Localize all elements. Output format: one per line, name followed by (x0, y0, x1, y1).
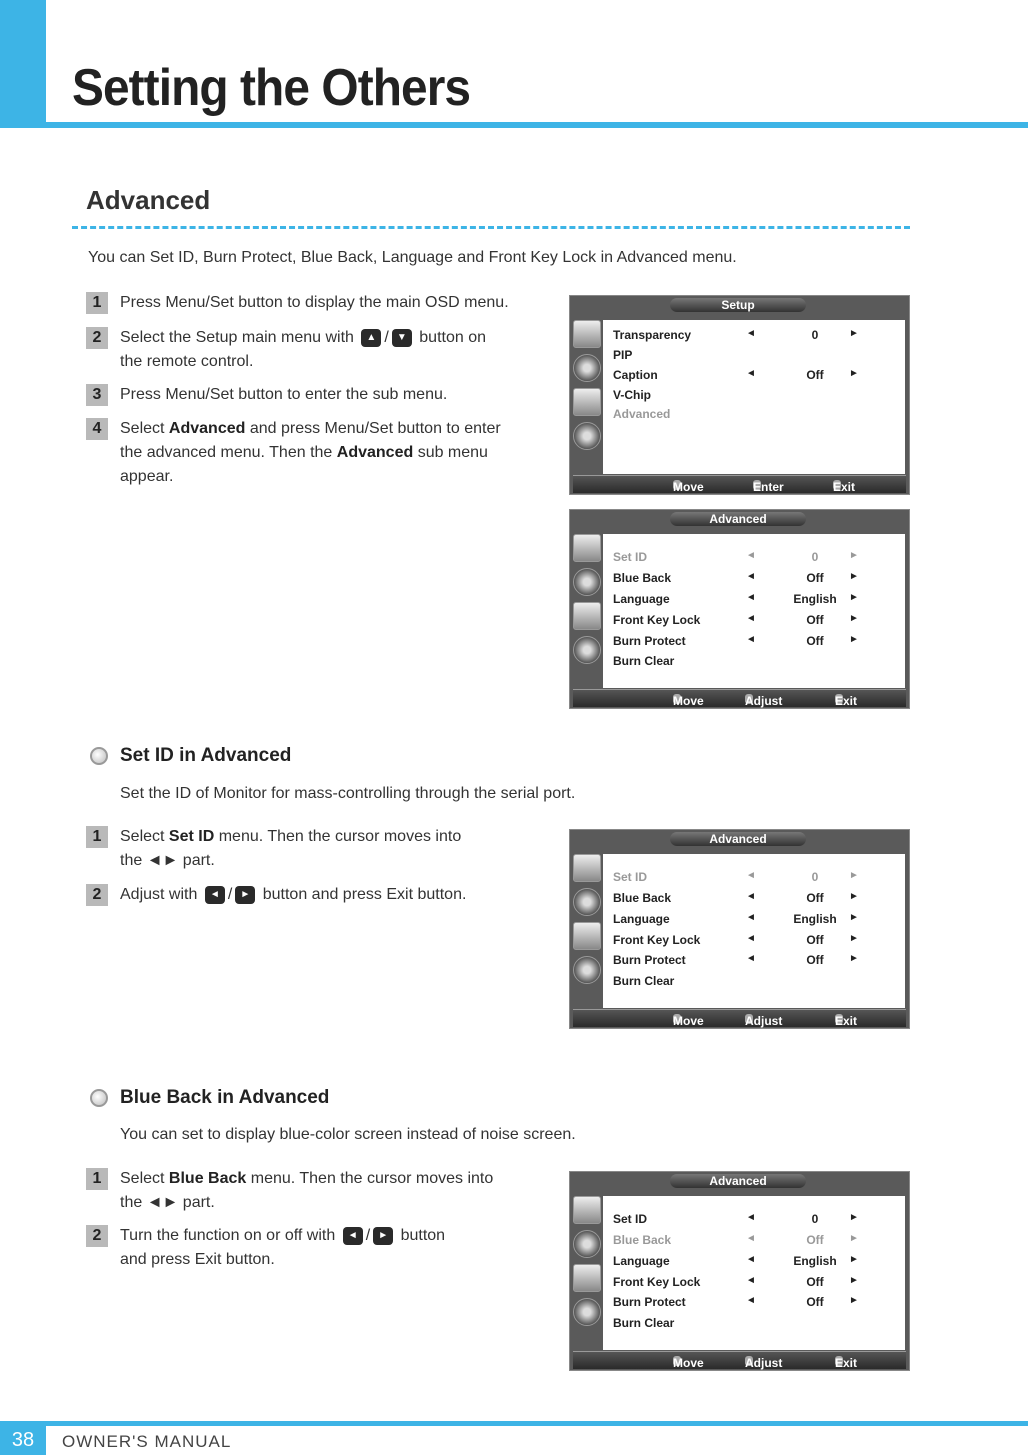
step-4 (86, 418, 501, 489)
right-arrow-icon: ► (849, 1254, 859, 1265)
blue-back-step-2 (86, 1225, 445, 1272)
row-value: Off (806, 571, 824, 585)
row-value: Off (806, 1233, 824, 1247)
osd-footer (573, 475, 906, 493)
osd-row (613, 550, 903, 570)
osd-row (613, 613, 903, 633)
footer-exit: Exit (835, 1014, 858, 1028)
right-arrow-icon: ► (849, 933, 859, 944)
osd-row (613, 933, 903, 953)
sound-menu-icon (573, 888, 601, 916)
step-text-part: Select (120, 1170, 165, 1187)
osd-row (613, 891, 903, 911)
setup-tools-icon (573, 922, 601, 950)
down-arrow-button-icon: ▼ (392, 329, 412, 347)
row-label: Blue Back (613, 1233, 672, 1247)
step-text-part: appear. (120, 468, 174, 485)
osd-row (613, 1212, 903, 1232)
step-text-part: Select (120, 420, 165, 437)
osd-row (613, 328, 903, 348)
setup-tools-icon (573, 602, 601, 630)
row-label: PIP (613, 348, 633, 362)
footer-enter: Enter (753, 480, 784, 494)
row-label: Burn Protect (613, 634, 686, 648)
sound-menu-icon (573, 354, 601, 382)
footer-adjust: Adjust (745, 694, 783, 708)
header-accent-block (0, 0, 46, 128)
right-arrow-icon: ► (849, 870, 859, 881)
step-number: 1 (86, 826, 108, 848)
right-arrow-icon: ► (849, 1212, 859, 1223)
right-arrow-icon: ► (849, 550, 859, 561)
row-label: Set ID (613, 550, 648, 564)
sound-menu-icon (573, 568, 601, 596)
right-arrow-icon: ► (849, 1295, 859, 1306)
row-value: 0 (811, 1212, 819, 1226)
row-label: Burn Protect (613, 953, 686, 967)
footer-move: Move (673, 1014, 704, 1028)
picture-menu-icon (573, 1196, 601, 1224)
left-arrow-icon: ◄ (746, 592, 756, 603)
left-arrow-icon: ◄ (746, 1233, 756, 1244)
blue-back-heading (90, 1087, 329, 1109)
step-text-part: Adjust with (120, 886, 198, 903)
right-arrow-icon: ► (849, 571, 859, 582)
row-label: Front Key Lock (613, 1275, 701, 1289)
time-clock-icon (573, 422, 601, 450)
right-arrow-icon: ► (849, 1233, 859, 1244)
row-value: English (793, 912, 837, 926)
osd-footer (573, 1351, 906, 1369)
slash: / (227, 886, 233, 903)
row-value: Off (806, 368, 824, 382)
step-text-part: button and press Exit button. (262, 886, 467, 903)
osd-icon-column (573, 1196, 603, 1350)
right-arrow-icon: ► (849, 592, 859, 603)
step-text-part: sub menu (417, 444, 488, 461)
row-value: English (793, 592, 837, 606)
setup-tools-icon (573, 1264, 601, 1292)
left-arrow-icon: ◄ (746, 634, 756, 645)
left-arrow-icon: ◄ (746, 613, 756, 624)
left-arrow-icon: ◄ (746, 550, 756, 561)
vol-minus-button-icon: ◄ (343, 1227, 363, 1245)
osd-footer (573, 1009, 906, 1027)
time-clock-icon (573, 1298, 601, 1326)
row-label: V-Chip (613, 388, 651, 402)
step-text (120, 883, 466, 907)
row-label: Burn Clear (613, 654, 675, 668)
set-id-desc: Set the ID of Monitor for mass-controlling through the serial port. (120, 785, 576, 802)
step-number: 3 (86, 384, 108, 406)
vol-plus-button-icon: ► (373, 1227, 393, 1245)
osd-tab-title: Advanced (670, 512, 806, 526)
row-label: Language (613, 912, 670, 926)
osd-row (613, 1316, 903, 1336)
row-label: Front Key Lock (613, 613, 701, 627)
page-title: Setting the Others (72, 59, 471, 117)
osd-icon-column (573, 534, 603, 688)
row-value: Off (806, 634, 824, 648)
right-arrow-icon: ► (849, 328, 859, 339)
up-arrow-button-icon: ▲ (361, 329, 381, 347)
row-value: Off (806, 613, 824, 627)
sound-menu-icon (573, 1230, 601, 1258)
vol-plus-button-icon: ► (235, 886, 255, 904)
right-arrow-icon: ► (849, 912, 859, 923)
osd-icon-column (573, 320, 603, 474)
bullet-icon (90, 747, 108, 765)
footer-exit: Exit (835, 1356, 858, 1370)
osd-tab-title: Setup (670, 298, 806, 312)
sub-title: Set ID in Advanced (120, 745, 292, 766)
time-clock-icon (573, 636, 601, 664)
step-text (120, 1224, 445, 1272)
row-value: Off (806, 1275, 824, 1289)
step-text-part: menu. Then the cursor moves into (218, 828, 462, 845)
blue-back-step-1 (86, 1168, 493, 1215)
osd-icon-column (573, 854, 603, 1008)
step-text-part: Turn the function on or off with (120, 1227, 336, 1244)
row-value: Off (806, 1295, 824, 1309)
step-text-part: and press Exit button. (120, 1251, 275, 1268)
left-arrow-icon: ◄ (746, 368, 756, 379)
row-label: Set ID (613, 870, 648, 884)
vol-minus-button-icon: ◄ (205, 886, 225, 904)
step-number: 1 (86, 292, 108, 314)
step-text-part: and press Menu/Set button to enter (249, 420, 501, 437)
step-text-bold: Advanced (168, 420, 246, 437)
osd-menu-panel (603, 1196, 905, 1350)
footer-exit: Exit (833, 480, 856, 494)
section-intro: You can Set ID, Burn Protect, Blue Back, Language and Front Key Lock in Advanced menu. (88, 249, 737, 266)
right-arrow-icon: ► (849, 613, 859, 624)
footer-label: OWNER'S MANUAL (62, 1432, 232, 1451)
header-rule (46, 122, 1028, 128)
step-text-part: the ◄► part. (120, 852, 215, 869)
step-text: Press Menu/Set button to display the main OSD menu. (120, 294, 509, 311)
osd-tab-title: Advanced (670, 832, 806, 846)
row-label: Blue Back (613, 891, 672, 905)
left-arrow-icon: ◄ (746, 1295, 756, 1306)
left-arrow-icon: ◄ (746, 870, 756, 881)
right-arrow-icon: ► (849, 891, 859, 902)
row-value: Off (806, 933, 824, 947)
osd-row (613, 388, 903, 408)
osd-row (613, 634, 903, 654)
osd-row (613, 571, 903, 591)
osd-row (613, 368, 903, 388)
picture-menu-icon (573, 320, 601, 348)
step-number: 2 (86, 1225, 108, 1247)
section-title: Advanced (86, 185, 211, 215)
right-arrow-icon: ► (849, 953, 859, 964)
left-arrow-icon: ◄ (746, 953, 756, 964)
osd-menu-panel (603, 854, 905, 1008)
right-arrow-icon: ► (849, 1275, 859, 1286)
right-arrow-icon: ► (849, 634, 859, 645)
footer-exit: Exit (835, 694, 858, 708)
row-value: Off (806, 891, 824, 905)
left-arrow-icon: ◄ (746, 1212, 756, 1223)
osd-menu-panel (603, 534, 905, 688)
step-number: 2 (86, 884, 108, 906)
step-number: 2 (86, 327, 108, 349)
osd-menu-panel (603, 320, 905, 474)
left-arrow-icon: ◄ (746, 1254, 756, 1265)
left-arrow-icon: ◄ (746, 328, 756, 339)
time-clock-icon (573, 956, 601, 984)
step-text-bold: Set ID (168, 828, 215, 845)
step-text-part: menu. Then the cursor moves into (250, 1170, 494, 1187)
setup-tools-icon (573, 388, 601, 416)
right-arrow-icon: ► (849, 368, 859, 379)
row-label: Language (613, 592, 670, 606)
step-text-part: Select (120, 828, 165, 845)
osd-row (613, 1254, 903, 1274)
step-text (120, 825, 461, 873)
row-label: Advanced (613, 407, 671, 421)
osd-setup-menu (569, 295, 910, 495)
step-2 (86, 327, 486, 374)
set-id-step-2 (86, 884, 466, 907)
footer-rule (0, 1421, 1028, 1426)
osd-footer (573, 689, 906, 707)
set-id-step-1 (86, 826, 461, 873)
step-text (120, 1167, 493, 1215)
row-value: English (793, 1254, 837, 1268)
step-text-bold: Blue Back (168, 1170, 247, 1187)
left-arrow-icon: ◄ (746, 912, 756, 923)
osd-row (613, 654, 903, 674)
step-text-part: button (400, 1227, 446, 1244)
footer-move: Move (673, 694, 704, 708)
page-number: 38 (0, 1426, 46, 1455)
row-label: Language (613, 1254, 670, 1268)
row-label: Transparency (613, 328, 692, 342)
step-text: Press Menu/Set button to enter the sub menu. (120, 386, 448, 403)
osd-row (613, 974, 903, 994)
row-label: Set ID (613, 1212, 648, 1226)
row-value: 0 (811, 328, 819, 342)
osd-advanced-blueback (569, 1171, 910, 1371)
sub-title: Blue Back in Advanced (120, 1087, 330, 1108)
step-text-part: the ◄► part. (120, 1194, 215, 1211)
osd-row (613, 348, 903, 368)
osd-row (613, 912, 903, 932)
step-text-part: button on (419, 329, 486, 346)
footer-adjust: Adjust (745, 1356, 783, 1370)
osd-advanced-menu (569, 509, 910, 709)
step-text (120, 326, 486, 374)
footer-move: Move (673, 1356, 704, 1370)
step-1 (86, 292, 509, 315)
set-id-heading (90, 745, 291, 767)
osd-row-selected (613, 870, 903, 890)
osd-row-selected (613, 407, 903, 427)
slash: / (384, 329, 389, 346)
step-text-part: the advanced menu. Then the (120, 444, 333, 461)
osd-row (613, 953, 903, 973)
row-value: Off (806, 953, 824, 967)
left-arrow-icon: ◄ (746, 1275, 756, 1286)
osd-row (613, 1275, 903, 1295)
slash: / (365, 1227, 371, 1244)
picture-menu-icon (573, 854, 601, 882)
row-value: 0 (811, 550, 819, 564)
row-label: Front Key Lock (613, 933, 701, 947)
blue-back-desc: You can set to display blue-color screen instead of noise screen. (120, 1126, 576, 1143)
step-number: 4 (86, 418, 108, 440)
row-label: Burn Protect (613, 1295, 686, 1309)
step-text-part: the remote control. (120, 353, 254, 370)
step-number: 1 (86, 1168, 108, 1190)
osd-advanced-setid (569, 829, 910, 1029)
bullet-icon (90, 1089, 108, 1107)
osd-tab-title: Advanced (670, 1174, 806, 1188)
picture-menu-icon (573, 534, 601, 562)
left-arrow-icon: ◄ (746, 933, 756, 944)
left-arrow-icon: ◄ (746, 571, 756, 582)
footer-move: Move (673, 480, 704, 494)
row-label: Burn Clear (613, 974, 675, 988)
section-divider (72, 226, 910, 229)
osd-row (613, 1295, 903, 1315)
step-3 (86, 384, 447, 407)
row-label: Blue Back (613, 571, 672, 585)
footer-adjust: Adjust (745, 1014, 783, 1028)
osd-row-selected (613, 1233, 903, 1253)
left-arrow-icon: ◄ (746, 891, 756, 902)
row-label: Burn Clear (613, 1316, 675, 1330)
row-label: Caption (613, 368, 658, 382)
step-text (120, 417, 501, 489)
osd-row (613, 592, 903, 612)
row-value: 0 (811, 870, 819, 884)
step-text-part: Select the Setup main menu with (120, 329, 354, 346)
step-text-bold: Advanced (336, 444, 414, 461)
